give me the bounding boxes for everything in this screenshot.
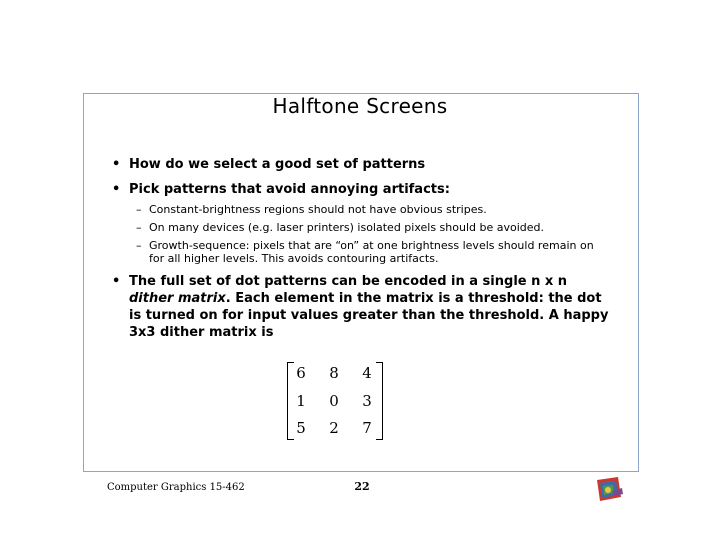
sub-bullet-dash: – (136, 203, 142, 216)
bullet-dot: • (112, 274, 121, 289)
bullet-avoid-artifacts (112, 181, 612, 198)
bullet-dot: • (112, 182, 121, 197)
course-logo-icon (594, 476, 624, 502)
matrix-cell: 5 (296, 419, 306, 437)
sub-bullet-isolated-pixels (136, 221, 606, 234)
bullet-text (129, 273, 612, 341)
matrix-cell: 0 (329, 392, 339, 410)
sub-bullet-text: Growth-sequence: pixels that are “on” at one brightness levels should remain on for all higher levels. This avoids contouring artifacts. (149, 239, 594, 265)
matrix-cell: 8 (329, 364, 339, 382)
bullet-dither-matrix (112, 273, 612, 341)
bullet-text: Pick patterns that avoid annoying artifacts: (129, 182, 450, 197)
bullet-select-patterns (112, 156, 612, 173)
sub-bullet-growth-sequence (136, 239, 606, 265)
matrix-cell: 2 (329, 419, 339, 437)
sub-bullet-dash: – (136, 221, 142, 234)
dither-matrix (287, 362, 383, 440)
sub-bullet-text: Constant-brightness regions should not have obvious stripes. (149, 203, 487, 216)
sub-bullet-text: On many devices (e.g. laser printers) isolated pixels should be avoided. (149, 221, 545, 234)
dither-matrix-term: dither matrix (129, 291, 226, 306)
matrix-cell: 7 (362, 419, 372, 437)
matrix-cell: 6 (296, 364, 306, 382)
bullet-text-start: The full set of dot patterns can be encoded in a single n x n (129, 274, 568, 289)
slide-title: Halftone Screens (272, 94, 448, 118)
matrix-cell: 4 (362, 364, 372, 382)
page-number: 22 (354, 480, 370, 493)
matrix-cell: 1 (296, 392, 306, 410)
course-footer: Computer Graphics 15-462 (107, 482, 245, 493)
bullet-text: How do we select a good set of patterns (129, 157, 426, 172)
sub-bullet-stripes (136, 203, 606, 216)
bullet-dot: • (112, 157, 121, 172)
sub-bullet-dash: – (136, 239, 142, 252)
matrix-right-bracket (376, 362, 383, 440)
bullet-text-end: . Each element in the matrix is a threshold: the dot is turned on for input values greater than the threshold. A happy 3x3 dither matrix is (129, 291, 609, 340)
matrix-cell: 3 (362, 392, 372, 410)
